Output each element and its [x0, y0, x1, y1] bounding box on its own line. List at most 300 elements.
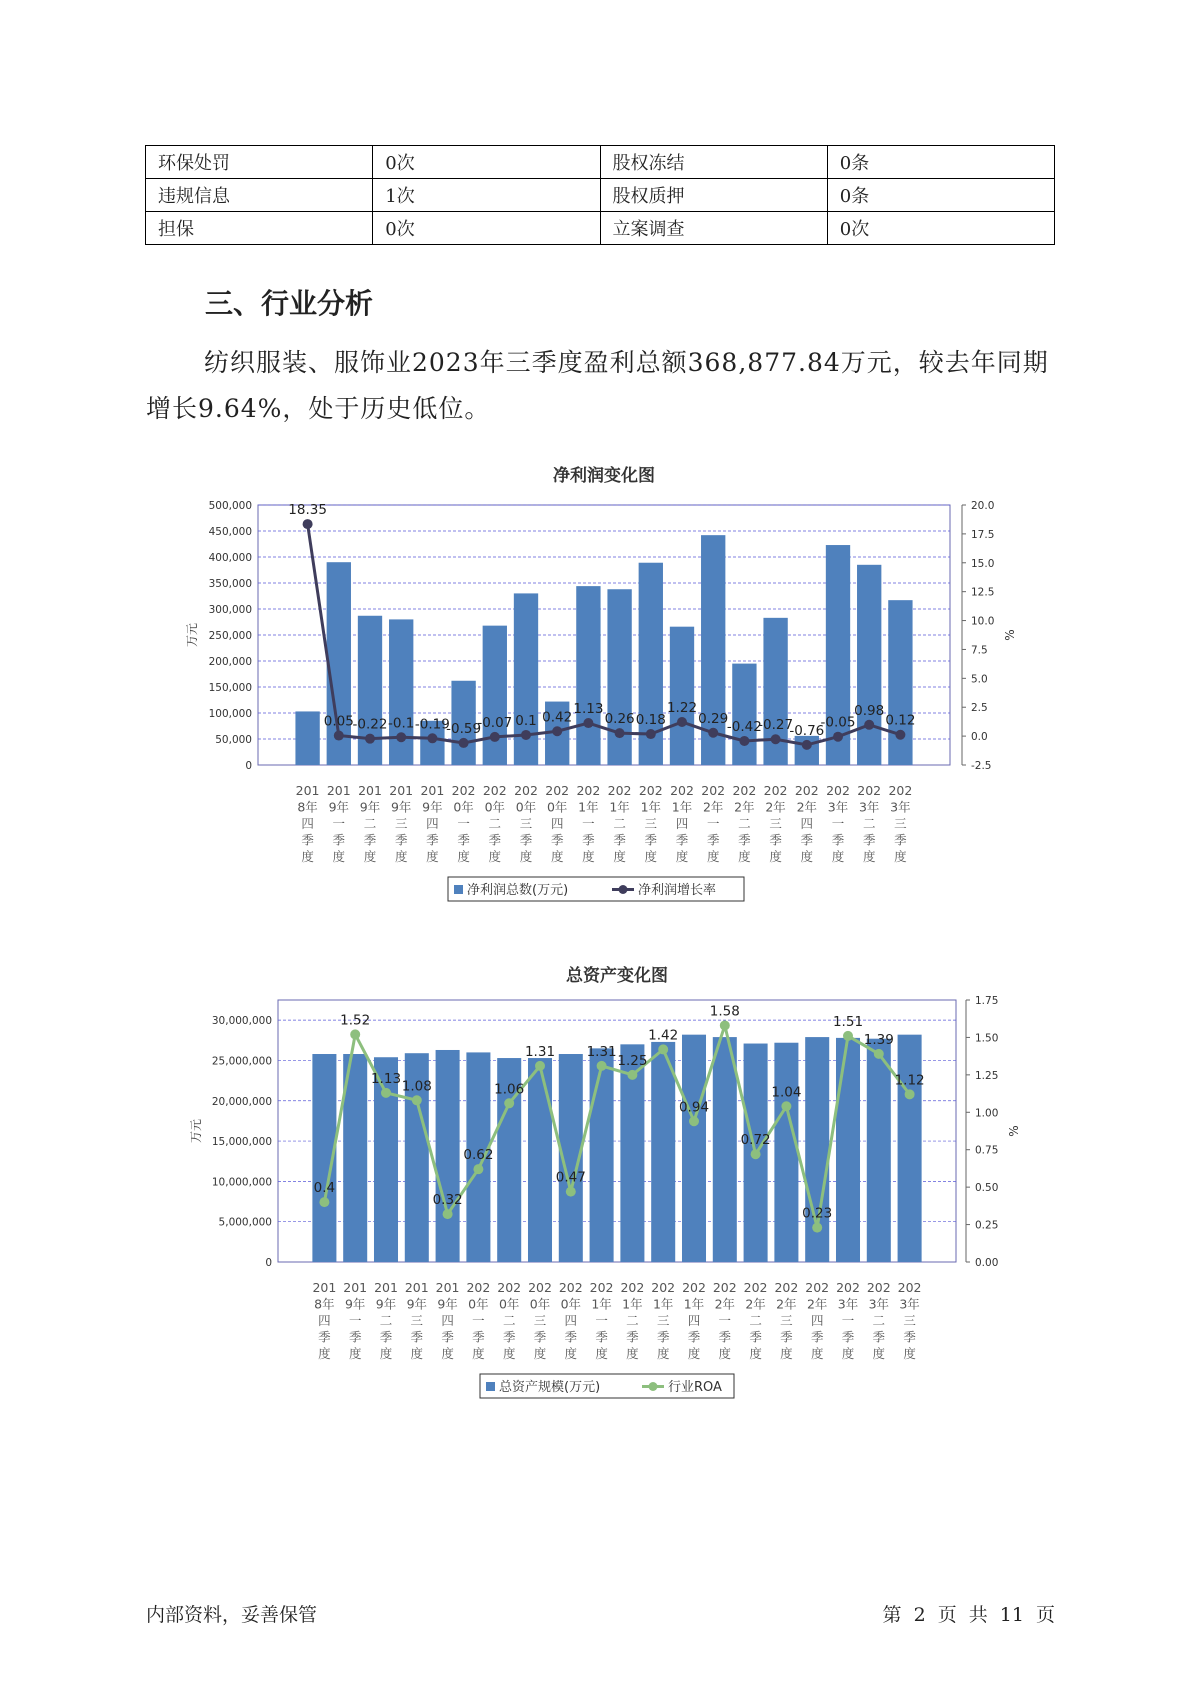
- line-point: [689, 1116, 699, 1126]
- data-label: 1.52: [340, 1012, 371, 1029]
- x-tick-label: 201: [435, 1280, 460, 1295]
- x-tick-label: 3年: [827, 799, 849, 815]
- data-label: 0.29: [698, 710, 729, 727]
- data-label: 1.51: [832, 1013, 864, 1030]
- y2-tick-label: 2.5: [971, 702, 988, 715]
- x-tick-label: 1年: [683, 1296, 705, 1312]
- x-tick-label: 1年: [622, 1296, 643, 1312]
- line-point: [802, 740, 812, 750]
- data-label: 0.62: [463, 1147, 494, 1164]
- bar: [528, 1058, 552, 1262]
- data-label: 1.31: [586, 1043, 617, 1060]
- line-point: [874, 1049, 884, 1059]
- x-tick-label: 二: [613, 816, 626, 831]
- legend-swatch-point: [649, 1382, 658, 1391]
- data-label: 0.05: [323, 713, 354, 730]
- x-tick-label: 3年: [899, 1296, 920, 1312]
- x-tick-label: 1年: [578, 799, 599, 815]
- x-tick-label: 度: [749, 1346, 762, 1361]
- bar: [436, 1050, 460, 1262]
- x-tick-label: 3年: [858, 799, 880, 815]
- x-tick-label: 四: [675, 816, 689, 831]
- data-label: 1.12: [894, 1072, 925, 1089]
- x-tick-label: 0年: [468, 1296, 489, 1312]
- x-tick-label: 202: [897, 1280, 922, 1295]
- table-label-cell: 担保: [146, 212, 373, 245]
- x-tick-label: 度: [426, 849, 439, 864]
- bar: [898, 1035, 922, 1262]
- x-tick-label: 度: [595, 1346, 608, 1361]
- legend-entry: 行业ROA: [668, 1380, 722, 1395]
- line-point: [427, 733, 437, 743]
- legend-entry: 净利润增长率: [638, 883, 717, 898]
- x-tick-label: 季: [656, 1329, 670, 1345]
- data-label: -0.07: [477, 714, 513, 731]
- line-point: [843, 1031, 853, 1041]
- x-tick-label: 202: [651, 1280, 676, 1295]
- y-tick-label: 250,000: [208, 630, 252, 642]
- data-label: 1.04: [771, 1084, 802, 1101]
- legend-entry: 总资产规模(万元): [499, 1380, 601, 1395]
- x-tick-label: 季: [410, 1329, 424, 1345]
- legend-swatch-bar: [486, 1382, 495, 1391]
- x-tick-label: 季: [318, 1329, 331, 1345]
- x-tick-label: 8年: [314, 1296, 335, 1312]
- x-tick-label: 度: [488, 849, 502, 864]
- risk-info-table: [145, 145, 1055, 245]
- x-tick-label: 202: [732, 783, 757, 798]
- x-tick-label: 9年: [328, 799, 350, 815]
- x-tick-label: 二: [738, 816, 751, 831]
- table-value-cell: 1次: [373, 179, 600, 212]
- x-tick-label: 度: [769, 849, 782, 864]
- x-tick-label: 1年: [591, 1296, 612, 1312]
- x-tick-label: 202: [866, 1280, 891, 1295]
- y2-tick-label: 0.0: [971, 731, 988, 744]
- x-tick-label: 度: [613, 849, 626, 864]
- data-label: 0.32: [432, 1192, 463, 1209]
- y-tick-label: 30,000,000: [211, 1015, 272, 1028]
- x-tick-label: 202: [701, 783, 726, 798]
- legend-swatch-point: [619, 885, 628, 894]
- x-tick-label: 202: [836, 1280, 860, 1295]
- x-tick-label: 季: [595, 1329, 608, 1345]
- x-tick-label: 季: [894, 832, 907, 848]
- y2-tick-label: 0.75: [975, 1144, 999, 1157]
- line-point: [781, 1101, 791, 1111]
- y2-tick-label: 5.0: [971, 673, 988, 686]
- x-tick-label: 季: [862, 832, 876, 848]
- y-tick-label: 50,000: [215, 734, 252, 746]
- data-label: 0.1: [515, 712, 537, 729]
- x-tick-label: 一: [706, 816, 720, 831]
- chart-title: 净利润变化图: [553, 466, 655, 486]
- x-tick-label: 201: [389, 783, 414, 798]
- x-tick-label: 度: [687, 1346, 701, 1361]
- data-label: 1.13: [573, 701, 604, 718]
- line-point: [459, 738, 469, 748]
- x-tick-label: 0年: [546, 799, 568, 815]
- data-label: 1.25: [617, 1052, 648, 1069]
- x-tick-label: 0年: [529, 1296, 551, 1312]
- x-tick-label: 度: [800, 849, 814, 864]
- x-tick-label: 三: [410, 1313, 424, 1328]
- table-row: [146, 179, 1055, 212]
- x-tick-label: 201: [295, 783, 320, 798]
- x-tick-label: 季: [780, 1329, 793, 1345]
- y-tick-label: 500,000: [208, 500, 252, 512]
- line-point: [396, 732, 406, 742]
- table-value-cell: 0条: [827, 179, 1054, 212]
- x-tick-label: 四: [441, 1313, 454, 1328]
- x-tick-label: 202: [528, 1280, 552, 1295]
- bar: [682, 1035, 706, 1262]
- legend-entry: 净利润总数(万元): [467, 883, 569, 898]
- line-point: [473, 1164, 483, 1174]
- table-label-cell: 违规信息: [146, 179, 373, 212]
- x-tick-label: 季: [363, 832, 377, 848]
- y-tick-label: 450,000: [208, 526, 252, 538]
- table-label-cell: 环保处罚: [146, 146, 373, 179]
- bar: [857, 565, 881, 765]
- x-tick-label: 202: [558, 1280, 583, 1295]
- x-tick-label: 201: [404, 1280, 429, 1295]
- x-tick-label: 1年: [640, 799, 662, 815]
- table-value-cell: 0次: [373, 212, 600, 245]
- x-tick-label: 三: [780, 1313, 793, 1328]
- x-tick-label: 202: [774, 1280, 799, 1295]
- line-point: [627, 1070, 637, 1080]
- y2-tick-label: -2.5: [971, 760, 992, 772]
- x-tick-label: 度: [862, 849, 876, 864]
- x-tick-label: 2年: [796, 799, 818, 815]
- line-point: [552, 726, 562, 736]
- data-label: 1.58: [709, 1003, 740, 1020]
- x-tick-label: 季: [687, 1329, 701, 1345]
- x-tick-label: 季: [502, 1329, 516, 1345]
- line-point: [615, 728, 625, 738]
- bar: [607, 589, 631, 765]
- x-tick-label: 0年: [560, 1296, 582, 1312]
- x-tick-label: 度: [582, 849, 595, 864]
- x-tick-label: 季: [564, 1329, 578, 1345]
- x-tick-label: 四: [426, 816, 439, 831]
- line-point: [535, 1061, 545, 1071]
- line-point: [504, 1098, 514, 1108]
- y2-tick-label: 1.75: [975, 995, 999, 1007]
- x-tick-label: 二: [502, 1313, 516, 1328]
- x-tick-label: 一: [582, 816, 595, 831]
- y-tick-label: 10,000,000: [211, 1176, 272, 1189]
- data-label: 1.31: [524, 1043, 556, 1060]
- x-tick-label: 季: [613, 832, 626, 848]
- y2-tick-label: 1.00: [975, 1107, 999, 1120]
- x-tick-label: 二: [488, 816, 502, 831]
- x-tick-label: 2年: [714, 1296, 736, 1312]
- x-tick-label: 度: [675, 849, 689, 864]
- line-point: [708, 728, 718, 738]
- x-tick-label: 202: [451, 783, 476, 798]
- line-point: [739, 736, 749, 746]
- x-tick-label: 0年: [484, 799, 506, 815]
- data-label: 0.42: [542, 709, 573, 726]
- total-assets-chart-svg: [0, 955, 1191, 1415]
- data-label: 18.35: [288, 502, 327, 519]
- x-tick-label: 四: [301, 816, 314, 831]
- x-tick-label: 201: [312, 1280, 337, 1295]
- line-point: [583, 718, 593, 728]
- x-tick-label: 度: [564, 1346, 578, 1361]
- x-tick-label: 二: [626, 1313, 639, 1328]
- data-label: 0.4: [313, 1180, 336, 1197]
- x-tick-label: 2年: [745, 1296, 766, 1312]
- data-label: -0.19: [414, 716, 450, 733]
- y-tick-label: 400,000: [208, 552, 252, 564]
- x-tick-label: 季: [769, 832, 782, 848]
- bar: [713, 1037, 737, 1262]
- bar: [483, 626, 507, 765]
- x-tick-label: 3年: [890, 799, 911, 815]
- footer-page-number: 第 2 页 共 11 页: [882, 1604, 1055, 1626]
- x-tick-label: 度: [348, 1346, 362, 1361]
- x-tick-label: 季: [379, 1329, 393, 1345]
- y2-tick-label: 20.0: [971, 500, 995, 512]
- y2-tick-label: 12.5: [971, 586, 995, 599]
- data-label: -0.27: [758, 717, 794, 734]
- x-tick-label: 季: [872, 1329, 886, 1345]
- x-tick-label: 三: [644, 816, 658, 831]
- table-value-cell: 0次: [373, 146, 600, 179]
- line-point: [303, 519, 313, 529]
- x-tick-label: 度: [318, 1346, 331, 1361]
- data-label: 0.98: [854, 702, 885, 719]
- table-label-cell: 股权冻结: [600, 146, 827, 179]
- total-assets-chart: [0, 955, 1191, 1415]
- y2-tick-label: 15.0: [971, 557, 995, 570]
- x-tick-label: 2年: [702, 799, 724, 815]
- line-point: [905, 1089, 915, 1099]
- x-tick-label: 202: [497, 1280, 522, 1295]
- net-profit-chart: [0, 455, 1191, 915]
- data-label: 0.18: [635, 712, 666, 729]
- x-tick-label: 三: [519, 816, 533, 831]
- x-tick-label: 季: [457, 832, 470, 848]
- chart-legend: [480, 1374, 734, 1398]
- bar: [590, 1048, 614, 1262]
- x-tick-label: 季: [394, 832, 408, 848]
- x-tick-label: 度: [872, 1346, 886, 1361]
- y2-tick-label: 7.5: [971, 644, 988, 657]
- x-tick-label: 度: [656, 1346, 670, 1361]
- bar: [867, 1039, 891, 1262]
- x-tick-label: 三: [894, 816, 907, 831]
- x-tick-label: 四: [687, 1313, 701, 1328]
- x-tick-label: 1年: [609, 799, 630, 815]
- x-tick-label: 201: [358, 783, 382, 798]
- table-value-cell: 0次: [827, 212, 1054, 245]
- x-tick-label: 季: [426, 832, 439, 848]
- data-label: 0.94: [678, 1099, 710, 1116]
- x-tick-label: 9年: [437, 1296, 458, 1312]
- line-point: [350, 1029, 360, 1039]
- x-tick-label: 202: [763, 783, 788, 798]
- x-tick-label: 度: [472, 1346, 485, 1361]
- y-tick-label: 300,000: [208, 604, 252, 616]
- bar: [670, 627, 694, 765]
- x-tick-label: 一: [457, 816, 470, 831]
- x-tick-label: 度: [718, 1346, 732, 1361]
- x-tick-label: 季: [800, 832, 814, 848]
- x-tick-label: 季: [675, 832, 689, 848]
- data-label: -0.42: [726, 718, 762, 735]
- x-tick-label: 季: [738, 832, 751, 848]
- industry-summary-paragraph: 纺织服装、服饰业2023年三季度盈利总额368,877.84万元，较去年同期增长9.64%，处于历史低位。: [146, 348, 1049, 423]
- line-point: [751, 1149, 761, 1159]
- x-tick-label: 季: [488, 832, 502, 848]
- x-tick-label: 1年: [652, 1296, 674, 1312]
- x-tick-label: 度: [706, 849, 720, 864]
- x-tick-label: 2年: [776, 1296, 797, 1312]
- x-tick-label: 四: [810, 1313, 824, 1328]
- x-tick-label: 季: [706, 832, 720, 848]
- x-tick-label: 三: [903, 1313, 916, 1328]
- x-tick-label: 季: [332, 832, 346, 848]
- x-tick-label: 2年: [734, 799, 755, 815]
- y-tick-label: 0: [265, 1257, 272, 1269]
- x-tick-label: 2年: [806, 1296, 828, 1312]
- y-axis-label: 万元: [185, 622, 199, 648]
- x-tick-label: 202: [545, 783, 570, 798]
- x-tick-label: 四: [800, 816, 814, 831]
- x-tick-label: 季: [626, 1329, 639, 1345]
- line-point: [566, 1187, 576, 1197]
- x-tick-label: 201: [420, 783, 445, 798]
- y-tick-label: 20,000,000: [211, 1095, 272, 1108]
- x-tick-label: 季: [718, 1329, 732, 1345]
- bar: [774, 1043, 798, 1262]
- bar: [389, 619, 413, 765]
- y-tick-label: 350,000: [208, 578, 252, 590]
- y-tick-label: 25,000,000: [211, 1055, 272, 1068]
- x-tick-label: 二: [749, 1313, 762, 1328]
- x-tick-label: 季: [348, 1329, 362, 1345]
- y-tick-label: 5,000,000: [218, 1216, 272, 1229]
- x-tick-label: 一: [348, 1313, 362, 1328]
- x-tick-label: 季: [441, 1329, 454, 1345]
- x-tick-label: 季: [533, 1329, 547, 1345]
- x-tick-label: 202: [712, 1280, 737, 1295]
- x-tick-label: 202: [576, 783, 601, 798]
- x-tick-label: 202: [857, 783, 882, 798]
- x-tick-label: 0年: [498, 1296, 520, 1312]
- data-label: -0.59: [446, 720, 482, 737]
- x-tick-label: 度: [780, 1346, 793, 1361]
- line-point: [319, 1197, 329, 1207]
- y-tick-label: 200,000: [208, 656, 252, 668]
- x-tick-label: 季: [644, 832, 658, 848]
- x-tick-label: 202: [514, 783, 538, 798]
- x-tick-label: 度: [644, 849, 658, 864]
- bar: [732, 664, 756, 765]
- y2-tick-label: 1.25: [975, 1069, 999, 1082]
- line-point: [864, 720, 874, 730]
- x-tick-label: 度: [831, 849, 845, 864]
- x-tick-label: 季: [301, 832, 314, 848]
- x-tick-label: 四: [318, 1313, 331, 1328]
- x-tick-label: 度: [626, 1346, 639, 1361]
- y2-axis-label: %: [1007, 1125, 1021, 1137]
- x-tick-label: 三: [533, 1313, 547, 1328]
- x-tick-label: 二: [862, 816, 876, 831]
- line-point: [412, 1095, 422, 1105]
- table-label-cell: 立案调查: [600, 212, 827, 245]
- bar: [295, 711, 319, 765]
- x-tick-label: 0年: [515, 799, 537, 815]
- y-tick-label: 0: [245, 760, 252, 772]
- x-tick-label: 9年: [344, 1296, 366, 1312]
- x-tick-label: 1年: [671, 799, 693, 815]
- x-tick-label: 度: [379, 1346, 393, 1361]
- data-label: 1.42: [648, 1027, 679, 1044]
- x-tick-label: 9年: [390, 799, 412, 815]
- x-tick-label: 一: [841, 1313, 855, 1328]
- x-tick-label: 0年: [453, 799, 474, 815]
- x-tick-label: 度: [363, 849, 377, 864]
- x-tick-label: 一: [718, 1313, 732, 1328]
- data-label: 1.22: [666, 700, 698, 717]
- x-tick-label: 度: [301, 849, 314, 864]
- line-point: [597, 1061, 607, 1071]
- x-tick-label: 202: [794, 783, 819, 798]
- x-tick-label: 季: [550, 832, 564, 848]
- table-row: [146, 146, 1055, 179]
- x-tick-label: 202: [805, 1280, 830, 1295]
- x-tick-label: 9年: [406, 1296, 428, 1312]
- x-tick-label: 202: [589, 1280, 614, 1295]
- y-tick-label: 100,000: [208, 708, 252, 720]
- line-point: [521, 730, 531, 740]
- bar: [836, 1038, 860, 1262]
- chart-title: 总资产变化图: [566, 966, 668, 986]
- line-point: [490, 732, 500, 742]
- line-point: [812, 1223, 822, 1233]
- x-tick-label: 202: [743, 1280, 768, 1295]
- x-tick-label: 季: [831, 832, 845, 848]
- x-tick-label: 202: [888, 783, 913, 798]
- y2-tick-label: 0.25: [975, 1219, 999, 1232]
- data-label: 0.47: [555, 1169, 586, 1186]
- line-point: [720, 1020, 730, 1030]
- line-point: [677, 717, 687, 727]
- x-tick-label: 季: [519, 832, 533, 848]
- x-tick-label: 度: [903, 1346, 916, 1361]
- data-label: 1.06: [494, 1081, 525, 1098]
- x-tick-label: 201: [374, 1280, 398, 1295]
- x-tick-label: 一: [472, 1313, 485, 1328]
- x-tick-label: 季: [472, 1329, 485, 1345]
- data-label: 0.72: [740, 1132, 771, 1149]
- x-tick-label: 度: [894, 849, 907, 864]
- x-tick-label: 季: [749, 1329, 762, 1345]
- x-tick-label: 季: [810, 1329, 824, 1345]
- bar: [651, 1042, 675, 1262]
- data-label: -0.76: [789, 722, 825, 739]
- line-point: [771, 734, 781, 744]
- data-label: -0.05: [820, 714, 856, 731]
- x-tick-label: 9年: [375, 1296, 397, 1312]
- line-point: [334, 731, 344, 741]
- data-label: -0.1: [388, 715, 415, 732]
